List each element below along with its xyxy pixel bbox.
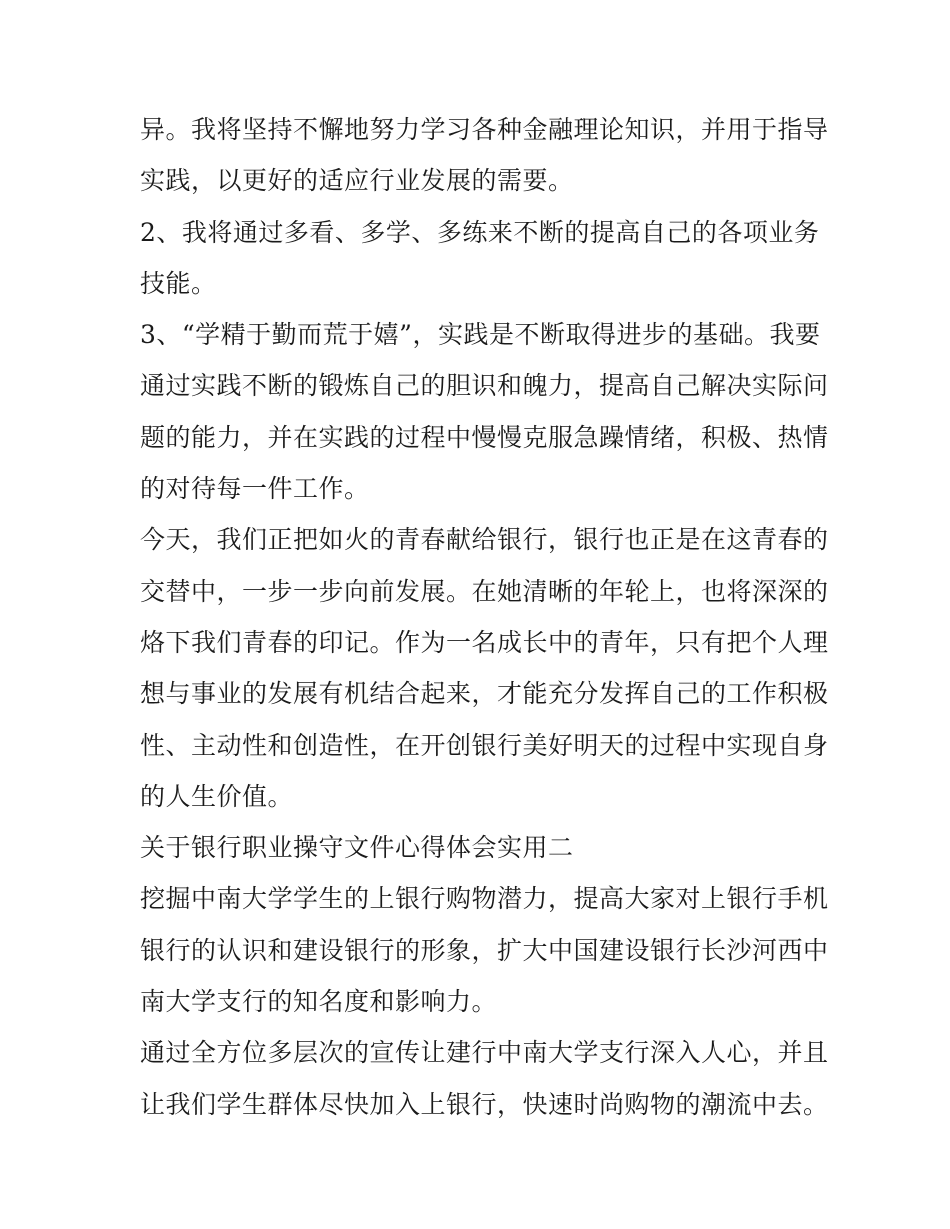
text-line: 银行的认识和建设银行的形象，扩大中国建设银行长沙河西中: [140, 935, 829, 965]
text-line: 异。我将坚持不懈地努力学习各种金融理论知识，并用于指导: [140, 115, 829, 144]
text-line: 今天，我们正把如火的青春献给银行，银行也正是在这青春的: [140, 525, 829, 555]
document-body: [140, 104, 829, 1130]
text-line: 2、我将通过多看、多学、多练来不断的提高自己的各项业务: [140, 217, 820, 247]
text-line: 想与事业的发展有机结合起来，才能充分发挥自己的工作积极: [140, 679, 829, 709]
text-line: 的人生价值。: [140, 781, 294, 811]
section-heading: 关于银行职业操守文件心得体会实用二: [140, 833, 574, 863]
text-line: 南大学支行的知名度和影响力。: [140, 987, 498, 1017]
text-line: 通过全方位多层次的宣传让建行中南大学支行深入人心，并且: [140, 1038, 829, 1068]
text-line: 的对待每一件工作。: [140, 474, 370, 504]
text-line: 技能。: [140, 268, 217, 298]
text-line: 题的能力，并在实践的过程中慢慢克服急躁情绪，积极、热情: [140, 422, 829, 452]
text-line: 烙下我们青春的印记。作为一名成长中的青年，只有把个人理: [140, 627, 829, 657]
text-line: 实践，以更好的适应行业发展的需要。: [140, 166, 574, 196]
text-line: 性、主动性和创造性，在开创银行美好明天的过程中实现自身: [140, 730, 829, 760]
text-line: 挖掘中南大学学生的上银行购物潜力，提高大家对上银行手机: [140, 884, 829, 914]
text-line: 让我们学生群体尽快加入上银行，快速时尚购物的潮流中去。: [140, 1089, 829, 1119]
text-line: 3、“学精于勤而荒于嬉”，实践是不断取得进步的基础。我要: [140, 320, 821, 350]
text-line: 通过实践不断的锻炼自己的胆识和魄力，提高自己解决实际问: [140, 371, 829, 401]
text-line: 交替中，一步一步向前发展。在她清晰的年轮上，也将深深的: [140, 576, 829, 606]
